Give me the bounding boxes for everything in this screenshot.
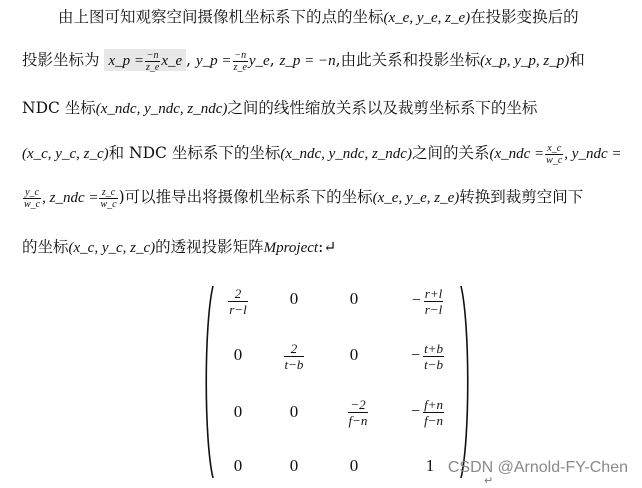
denominator: z_e — [233, 61, 247, 73]
matrix-cell — [264, 341, 324, 372]
fraction — [424, 286, 443, 317]
math-coord: (x_ndc, y_ndc, z_ndc) — [280, 146, 412, 162]
math: x_p = — [108, 53, 144, 69]
math-coord: (x_p, y_p, z_p) — [480, 53, 570, 69]
text: 在投影变换后的 — [470, 8, 579, 26]
text: )可以推导出将摄像机坐标系下的坐标 — [118, 188, 373, 206]
fraction — [348, 397, 369, 428]
matrix-name: Mproject — [263, 240, 319, 256]
text: 之间的关系 — [411, 144, 490, 162]
denominator: f−n — [424, 413, 443, 428]
math: , z_ndc = — [42, 190, 99, 206]
math-coord: (x_e, y_e, z_e) — [372, 190, 460, 206]
matrix-cell: 0 — [233, 402, 243, 421]
matrix-cell: 0 — [233, 345, 243, 364]
matrix-cell: 1 — [425, 456, 435, 475]
fraction — [545, 143, 563, 166]
minus-sign: − — [411, 403, 421, 421]
paragraph-line-6 — [22, 236, 632, 259]
matrix-cell: 0 — [233, 456, 243, 475]
fraction — [423, 341, 444, 372]
text: 和 — [569, 51, 585, 69]
projection-matrix — [202, 284, 472, 480]
math: (x_ndc = — [489, 146, 545, 162]
math: , y_ndc = — [564, 146, 622, 162]
fraction — [284, 341, 305, 372]
watermark: CSDN @Arnold-FY-Chen — [447, 459, 628, 476]
fraction — [23, 187, 41, 210]
paragraph-line-4 — [22, 142, 632, 166]
right-paren — [460, 284, 472, 480]
text: ,由此关系和投影坐标 — [335, 51, 481, 69]
paragraph-mark: ↵ — [484, 474, 494, 487]
matrix-cell: 0 — [289, 289, 299, 308]
math-coord: (x_ndc, y_ndc, z_ndc) — [95, 101, 228, 117]
text: 和 NDC 坐标系下的坐标 — [108, 144, 281, 162]
paragraph-line-5 — [22, 186, 632, 210]
math: x_e — [161, 53, 183, 69]
denominator: f−n — [348, 413, 368, 428]
denominator: w_c — [546, 154, 563, 166]
paragraph-line-1 — [58, 6, 632, 29]
numerator: x_c — [545, 143, 563, 155]
text: NDC 坐标 — [22, 99, 96, 117]
numerator: t+b — [424, 341, 443, 356]
matrix-cell — [398, 397, 458, 428]
text: 由上图可知观察空间摄像机坐标系下的点的坐标 — [58, 8, 384, 26]
math: z_p = −n — [279, 53, 336, 69]
matrix-cell — [208, 286, 268, 317]
matrix-cell: 0 — [349, 289, 359, 308]
math: y_e — [248, 53, 270, 69]
denominator: w_c — [24, 198, 41, 210]
text: 投影坐标为 — [22, 51, 100, 69]
matrix-cell: 0 — [349, 456, 359, 475]
fraction — [423, 397, 444, 428]
minus-sign: − — [411, 347, 421, 365]
numerator: r+l — [424, 286, 443, 301]
fraction — [228, 286, 247, 317]
paragraph-line-2: 投影坐标为 x_p = $\frac{-n}{z\_e}$ x_e , y_p = $\frac{-n}{z\_e}$ y_e, z_p = −n,由此关系和投影坐标(x_p, y_p, z_p)和 — [22, 49, 585, 73]
fraction — [99, 187, 117, 210]
denominator: t−b — [424, 357, 443, 372]
denominator: r−l — [424, 302, 443, 317]
fraction — [145, 50, 160, 73]
matrix-cell — [398, 286, 458, 317]
math-coord: (x_e, y_e, z_e) — [383, 10, 471, 26]
matrix-cell — [398, 341, 458, 372]
text: :↵ — [318, 238, 337, 256]
numerator: f+n — [424, 397, 443, 412]
fraction — [233, 50, 248, 73]
numerator: −n — [146, 49, 159, 61]
text: 的透视投影矩阵 — [155, 238, 264, 256]
numerator: 2 — [228, 286, 247, 302]
numerator: −2 — [348, 397, 369, 413]
minus-sign: − — [411, 292, 421, 310]
math: y_p = — [196, 53, 232, 69]
math-coord: (x_c, y_c, z_c) — [22, 146, 109, 162]
denominator: t−b — [284, 357, 304, 372]
text: 的坐标 — [22, 238, 69, 256]
numerator: y_c — [23, 187, 41, 199]
numerator: 2 — [284, 341, 305, 357]
highlighted-equation — [104, 49, 186, 71]
math-coord: (x_c, y_c, z_c) — [68, 240, 156, 256]
matrix-cell: 0 — [289, 456, 299, 475]
denominator: z_e — [145, 61, 160, 73]
denominator: w_c — [100, 198, 117, 210]
matrix-cell: 0 — [289, 402, 299, 421]
text: 之间的线性缩放关系以及裁剪坐标系下的坐标 — [227, 99, 538, 117]
numerator: z_c — [99, 187, 117, 199]
text: 转换到裁剪空间下 — [459, 188, 584, 206]
matrix-cell: 0 — [349, 345, 359, 364]
denominator: r−l — [229, 302, 247, 317]
matrix-cell — [328, 397, 388, 428]
paragraph-line-3 — [22, 97, 632, 120]
numerator: −n — [234, 49, 247, 61]
